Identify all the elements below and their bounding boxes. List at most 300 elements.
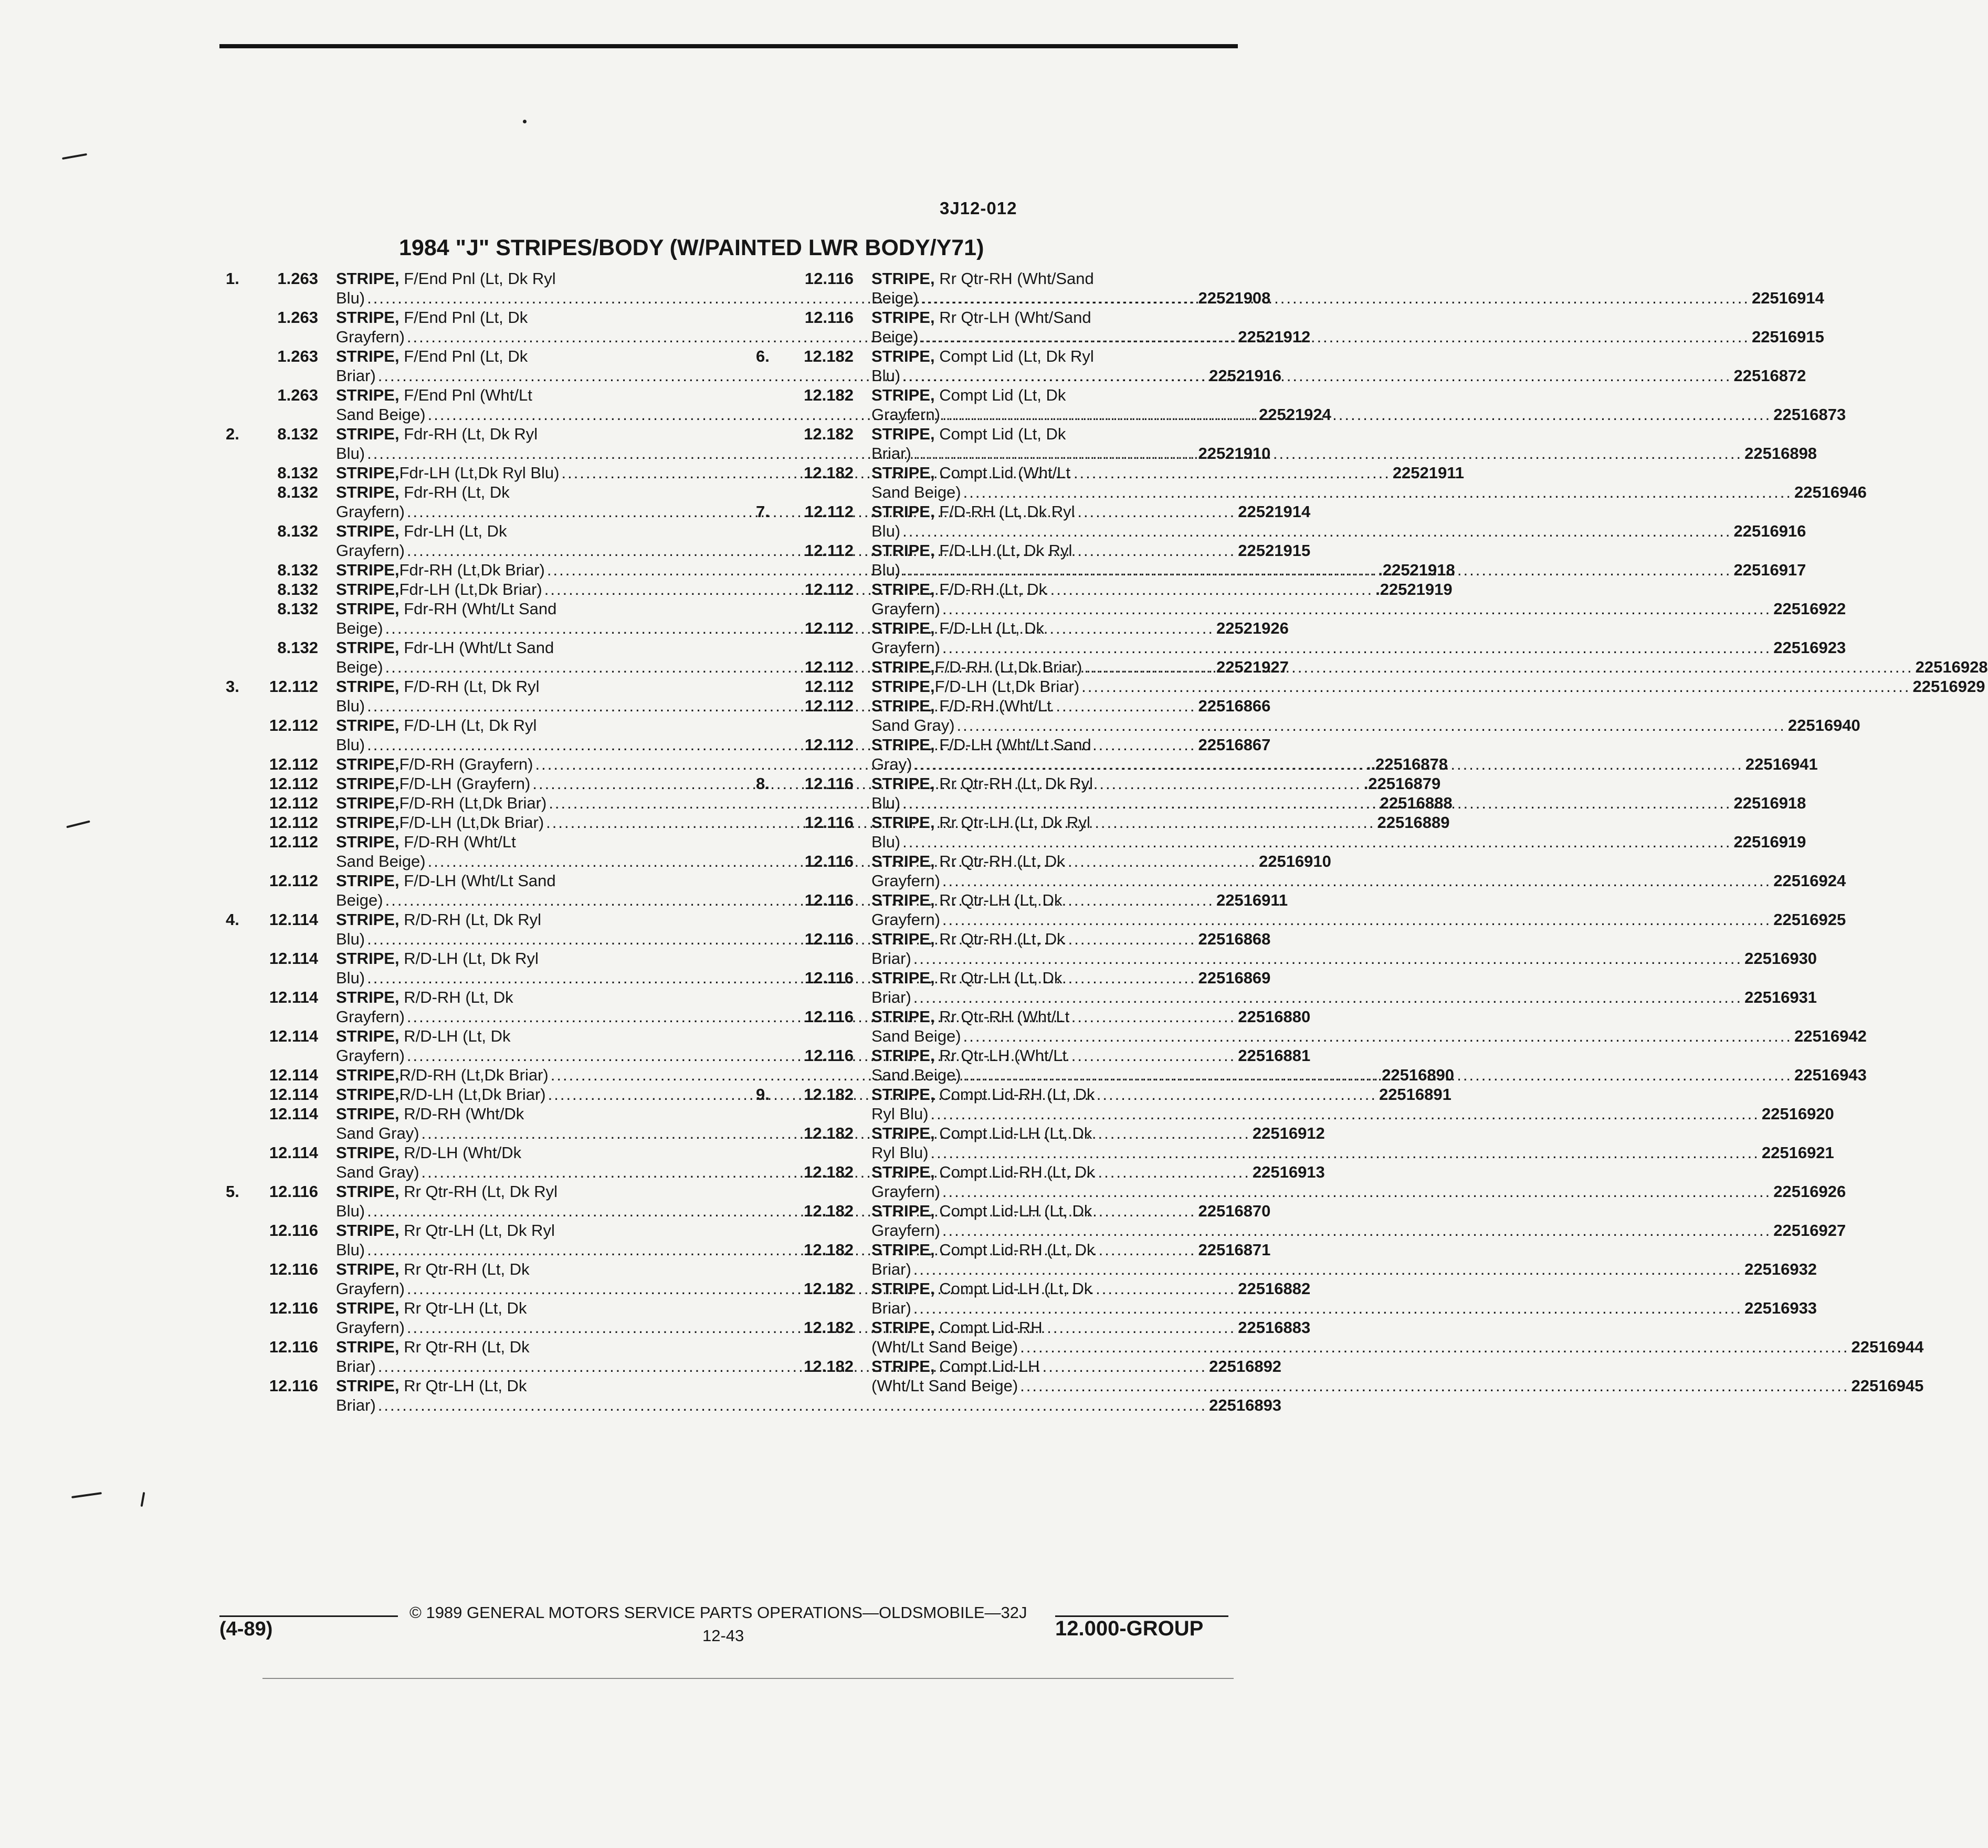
illustration-ref: 12.112 <box>269 813 318 832</box>
part-detail: F/D-RH (Lt, Dk Ryl <box>404 677 540 696</box>
part-detail-continued: Sand Gray) <box>871 716 955 734</box>
item-number <box>756 1007 793 1046</box>
part-description <box>871 346 1806 385</box>
description-line <box>871 696 1860 716</box>
part-description <box>871 696 1860 735</box>
part-detail-continued: Sand Beige) <box>871 483 961 501</box>
part-detail-continued: Blu) <box>336 736 365 754</box>
illustration-ref: 12.112 <box>269 794 318 812</box>
dot-leader <box>913 444 1742 463</box>
description-line <box>871 1318 1923 1337</box>
part-number: 22516915 <box>1751 328 1824 346</box>
illustration-ref: 1.263 <box>277 347 318 365</box>
part-detail-continued: (Wht/Lt Sand Beige) <box>871 1377 1018 1395</box>
illustration-ref: 8.132 <box>277 522 318 540</box>
part-description <box>871 1240 1817 1279</box>
part-description <box>871 929 1817 968</box>
illustration-ref: 8.132 <box>277 600 318 618</box>
part-name: STRIPE, <box>871 1163 935 1181</box>
item-number: 7. <box>756 502 770 521</box>
part-number: 22516945 <box>1851 1377 1924 1395</box>
part-detail: F/D-LH (Lt, Dk <box>939 619 1045 637</box>
part-detail: Rr Qtr-LH (Lt, Dk <box>404 1299 527 1317</box>
part-number: 22516930 <box>1744 949 1817 968</box>
dot-leader <box>902 832 1731 852</box>
item-number <box>226 716 262 754</box>
illustration-ref: 12.182 <box>804 1085 854 1104</box>
part-number: 22516943 <box>1794 1066 1867 1084</box>
dot-leader <box>902 793 1731 813</box>
part-detail-continued: Sand Gray) <box>336 1163 419 1181</box>
part-name: STRIPE, <box>336 483 399 501</box>
part-detail-continued: Ryl Blu) <box>871 1143 929 1162</box>
part-description <box>871 618 1846 657</box>
part-name: STRIPE, <box>336 1105 399 1123</box>
part-detail-continued: Grayfern) <box>871 1182 940 1201</box>
description-line <box>871 1240 1817 1259</box>
description-line <box>871 444 1817 463</box>
dot-leader <box>942 1182 1771 1201</box>
illustration-ref: 12.112 <box>269 755 318 773</box>
part-number: 22516921 <box>1761 1143 1834 1162</box>
part-detail-continued: Beige) <box>336 658 383 676</box>
part-name: STRIPE, <box>871 1007 935 1026</box>
part-detail: F/D-RH (Wht/Lt <box>404 833 516 851</box>
illustration-ref: 8.132 <box>277 638 318 657</box>
item-number <box>226 1026 262 1065</box>
part-detail: F/D-RH (Lt, Dk <box>939 580 1047 598</box>
illustration-ref: 12.182 <box>804 1124 854 1142</box>
part-number: 22516914 <box>1751 289 1824 307</box>
part-detail-continued: Grayfern) <box>336 1318 405 1337</box>
part-description <box>871 502 1806 541</box>
part-description <box>871 1124 1834 1162</box>
part-detail: Compt Lid-LH (Lt, Dk <box>939 1124 1092 1142</box>
part-description <box>871 269 1824 308</box>
dot-leader <box>942 910 1771 929</box>
part-detail: R/D-LH (Lt, Dk Ryl <box>404 949 539 968</box>
part-detail: Rr Qtr-LH (Lt, Dk Ryl <box>404 1221 555 1240</box>
binder-hole-mark <box>71 1492 102 1498</box>
bottom-rule <box>262 1678 1234 1679</box>
part-detail: Rr Qtr-RH (Lt, Dk <box>939 852 1065 870</box>
item-number <box>756 677 793 696</box>
part-number: 22516870 <box>1198 1202 1271 1220</box>
dot-leader <box>942 871 1771 890</box>
item-number: 1. <box>226 269 239 288</box>
illustration-ref: 12.112 <box>804 677 854 696</box>
part-detail: Rr Qtr-RH (Lt, Dk <box>939 930 1065 948</box>
part-detail-continued: Grayfern) <box>336 328 405 346</box>
part-number: 22516872 <box>1733 366 1806 385</box>
illustration-ref: 12.116 <box>269 1182 318 1201</box>
part-detail: F/D-LH (Lt, Dk Ryl <box>404 716 537 734</box>
part-detail: Rr Qtr-RH (Wht/Lt <box>939 1007 1070 1026</box>
item-number <box>756 968 793 1007</box>
illustration-ref: 8.132 <box>277 561 318 579</box>
description-line <box>871 1279 1817 1298</box>
part-name: STRIPE, <box>336 347 399 365</box>
part-number: 22516917 <box>1733 561 1806 579</box>
item-number <box>756 929 793 968</box>
illustration-ref: 12.112 <box>804 658 854 676</box>
part-name: STRIPE, <box>871 1124 935 1142</box>
illustration-ref: 12.182 <box>804 1202 854 1220</box>
part-number: 22516880 <box>1238 1007 1311 1026</box>
part-detail-continued: Gray) <box>871 755 912 773</box>
part-detail-continued: Beige) <box>871 328 919 346</box>
item-number <box>226 385 262 424</box>
part-number: ..22516878 <box>1366 755 1448 773</box>
top-rule <box>219 44 1238 48</box>
part-detail-continued: Blu) <box>336 930 365 948</box>
part-name: STRIPE, <box>336 464 399 482</box>
part-description <box>871 852 1846 890</box>
item-number <box>756 735 793 774</box>
part-name: STRIPE, <box>871 1318 935 1337</box>
part-name: STRIPE, <box>336 1377 399 1395</box>
illustration-ref: 12.182 <box>804 1279 854 1298</box>
part-detail: F/D-LH (Grayfern) <box>399 774 531 793</box>
item-number <box>226 482 262 521</box>
part-detail-continued: Grayfern) <box>336 502 405 521</box>
dot-leader <box>921 327 1750 346</box>
description-line <box>871 716 1860 735</box>
illustration-ref: 12.116 <box>269 1260 318 1278</box>
description-line <box>871 1376 1923 1395</box>
dot-leader <box>902 521 1731 541</box>
illustration-ref: 12.112 <box>804 580 854 598</box>
part-name: STRIPE, <box>871 697 935 715</box>
part-name: STRIPE, <box>871 541 935 560</box>
part-number: 22516942 <box>1794 1027 1867 1045</box>
part-name: STRIPE, <box>336 425 399 443</box>
part-name: STRIPE, <box>871 580 935 598</box>
part-detail: R/D-LH (Lt,Dk Briar) <box>399 1085 546 1104</box>
footer-copyright: © 1989 GENERAL MOTORS SERVICE PARTS OPERATIONS—OLDSMOBILE—32J <box>409 1603 1027 1622</box>
part-name: STRIPE, <box>871 969 935 987</box>
part-name: STRIPE, <box>336 833 399 851</box>
illustration-ref: 12.182 <box>804 1357 854 1376</box>
part-name: STRIPE, <box>871 774 935 793</box>
part-name: STRIPE, <box>871 1357 935 1376</box>
part-detail: F/End Pnl (Lt, Dk Ryl <box>404 269 556 288</box>
illustration-ref: 12.116 <box>804 969 854 987</box>
part-number: .22521919 <box>1375 580 1453 598</box>
part-detail: F/D-LH (Wht/Lt Sand <box>404 872 556 890</box>
item-number <box>226 308 262 346</box>
parts-list-item <box>756 269 1824 308</box>
part-name: STRIPE, <box>336 774 399 793</box>
part-detail-continued: Sand Beige) <box>871 1066 961 1084</box>
illustration-ref: 12.116 <box>804 774 854 793</box>
illustration-ref: 12.182 <box>804 1163 854 1181</box>
description-line <box>871 366 1806 385</box>
part-name: STRIPE, <box>871 658 935 676</box>
dot-leader <box>963 482 1792 502</box>
part-number: 22516889 <box>1377 813 1450 832</box>
part-detail-continued: Blu) <box>336 697 365 715</box>
description-line <box>871 288 1824 308</box>
item-number <box>226 813 262 832</box>
dot-leader <box>957 716 1786 735</box>
description-line <box>871 793 1806 813</box>
illustration-ref: 12.116 <box>804 930 854 948</box>
illustration-ref: 12.116 <box>804 269 854 288</box>
illustration-ref: 12.182 <box>804 425 854 443</box>
part-description <box>871 308 1824 346</box>
part-detail: Rr Qtr-LH (Wht/Lt <box>939 1046 1067 1065</box>
item-number <box>226 774 262 793</box>
part-number: 22516922 <box>1773 600 1846 618</box>
part-description <box>871 1201 1846 1240</box>
part-detail: Fdr-RH (Lt, Dk <box>404 483 510 501</box>
item-number <box>756 1240 793 1279</box>
illustration-ref: 8.132 <box>277 580 318 598</box>
description-line <box>871 346 1806 366</box>
parts-list-item <box>756 929 1817 968</box>
part-number: 22516868 <box>1198 930 1271 948</box>
part-detail: F/D-LH (Wht/Lt Sand <box>939 736 1091 754</box>
item-number: 3. <box>226 677 239 696</box>
item-number <box>226 1221 262 1259</box>
illustration-ref: 12.112 <box>804 697 854 715</box>
part-number: 22521910 <box>1198 444 1271 463</box>
item-number <box>756 308 793 346</box>
item-number <box>756 852 793 890</box>
part-detail-continued: Blu) <box>336 444 365 463</box>
part-detail: Compt Lid (Lt, Dk <box>939 425 1066 443</box>
part-number: 22516910 <box>1258 852 1331 870</box>
illustration-ref: 12.112 <box>804 541 854 560</box>
illustration-ref: 12.112 <box>269 872 318 890</box>
item-number <box>756 424 793 463</box>
part-detail: F/D-RH (Lt,Dk Briar) <box>399 794 547 812</box>
part-number: 22521908 <box>1198 289 1271 307</box>
part-description <box>871 541 1806 580</box>
part-number: 22516888 <box>1380 794 1453 812</box>
part-detail: Fdr-LH (Lt,Dk Briar) <box>399 580 542 598</box>
part-name: STRIPE, <box>336 677 399 696</box>
speck-mark <box>523 120 527 123</box>
illustration-ref: 12.114 <box>269 910 318 929</box>
parts-list-item <box>756 677 1985 696</box>
parts-list-item <box>756 657 1988 677</box>
item-number <box>756 1318 793 1357</box>
item-number <box>226 1376 262 1415</box>
part-detail: Rr Qtr-LH (Lt, Dk <box>939 969 1063 987</box>
binder-hole-mark <box>66 820 90 828</box>
illustration-ref: 12.112 <box>804 736 854 754</box>
part-detail: Rr Qtr-LH (Lt, Dk <box>404 1377 527 1395</box>
part-detail: F/End Pnl (Lt, Dk <box>404 308 528 327</box>
page-number: 12-43 <box>702 1626 744 1645</box>
item-number <box>226 599 262 638</box>
illustration-ref: 12.116 <box>269 1299 318 1317</box>
illustration-ref: 12.114 <box>269 988 318 1006</box>
part-name: STRIPE, <box>871 736 935 754</box>
parts-list-item <box>756 1240 1817 1279</box>
item-number <box>226 1337 262 1376</box>
description-line <box>871 1298 1817 1318</box>
part-detail-continued: Grayfern) <box>871 638 940 657</box>
item-number <box>756 657 793 677</box>
part-detail: Fdr-RH (Lt,Dk Briar) <box>399 561 545 579</box>
part-detail: Fdr-LH (Lt, Dk <box>404 522 507 540</box>
description-line <box>871 774 1806 793</box>
description-line <box>871 521 1806 541</box>
item-number <box>756 1357 793 1395</box>
revision-date: (4-89) <box>219 1618 273 1640</box>
illustration-ref: 12.116 <box>804 1046 854 1065</box>
item-number <box>226 1085 262 1104</box>
description-line <box>871 949 1817 968</box>
parts-list-item <box>756 1007 1867 1046</box>
part-number: 22521916 <box>1209 366 1282 385</box>
part-detail-continued: Grayfern) <box>871 600 940 618</box>
part-name: STRIPE, <box>336 1260 399 1278</box>
part-description <box>871 1318 1923 1357</box>
part-number: .22521918 <box>1378 561 1455 579</box>
parts-list-item <box>756 424 1817 463</box>
part-number: 22521927 <box>1216 658 1289 676</box>
description-line <box>871 968 1817 988</box>
binder-hole-mark <box>141 1492 145 1507</box>
part-name: STRIPE, <box>336 1299 399 1317</box>
description-line <box>871 657 1988 677</box>
part-name: STRIPE, <box>336 988 399 1006</box>
part-name: STRIPE, <box>336 522 399 540</box>
part-detail-continued: Ryl Blu) <box>871 1105 929 1123</box>
part-name: STRIPE, <box>871 425 935 443</box>
part-number: 22521914 <box>1238 502 1311 521</box>
page-code: 3J12-012 <box>940 198 1017 218</box>
dot-leader <box>963 1026 1792 1046</box>
part-name: STRIPE, <box>336 1221 399 1240</box>
dot-leader <box>1020 1337 1849 1357</box>
description-line <box>871 1026 1867 1046</box>
part-description <box>871 677 1985 696</box>
part-description <box>871 735 1818 774</box>
part-description <box>871 1357 1923 1395</box>
description-line <box>871 424 1817 444</box>
part-detail-continued: Briar) <box>336 366 376 385</box>
item-number <box>756 890 793 929</box>
part-description <box>871 774 1806 813</box>
part-detail-continued: Blu) <box>336 1241 365 1259</box>
part-detail: Fdr-RH (Wht/Lt Sand <box>404 600 557 618</box>
part-name: STRIPE, <box>871 930 935 948</box>
part-detail: Rr Qtr-RH (Wht/Sand <box>939 269 1094 288</box>
part-detail: Rr Qtr-LH (Lt, Dk <box>939 891 1063 909</box>
illustration-ref: 12.116 <box>269 1338 318 1356</box>
illustration-ref: 12.182 <box>804 1241 854 1259</box>
part-number: 22516933 <box>1744 1299 1817 1317</box>
part-name: STRIPE, <box>336 1143 399 1162</box>
illustration-ref: 12.116 <box>804 852 854 870</box>
dot-leader <box>1081 677 1910 696</box>
part-detail: R/D-RH (Lt, Dk Ryl <box>404 910 541 929</box>
part-name: STRIPE, <box>336 308 399 327</box>
illustration-ref: 12.182 <box>804 347 854 365</box>
part-detail-continued: Blu) <box>336 969 365 987</box>
illustration-ref: 12.182 <box>804 386 854 404</box>
part-description <box>871 968 1817 1007</box>
part-number: 22516883 <box>1238 1318 1311 1337</box>
illustration-ref: 12.112 <box>269 716 318 734</box>
dot-leader <box>378 1395 1207 1415</box>
part-number: 22516890 <box>1382 1066 1455 1084</box>
part-detail-continued: Briar) <box>336 1396 376 1414</box>
illustration-ref: 12.116 <box>269 1221 318 1240</box>
part-detail: Rr Qtr-RH (Lt, Dk Ryl <box>404 1182 558 1201</box>
item-number <box>226 988 262 1026</box>
part-detail: F/D-LH (Lt,Dk Briar) <box>399 813 544 832</box>
part-description <box>871 463 1867 502</box>
part-number: 22521915 <box>1238 541 1311 560</box>
parts-list-item <box>756 618 1846 657</box>
parts-list-item <box>756 1201 1846 1240</box>
parts-list-item <box>756 502 1806 541</box>
part-detail-continued: Grayfern) <box>336 541 405 560</box>
dot-leader <box>931 1104 1760 1124</box>
illustration-ref: 12.114 <box>269 949 318 968</box>
part-name: STRIPE, <box>336 1027 399 1045</box>
illustration-ref: 12.116 <box>804 891 854 909</box>
part-name: STRIPE, <box>871 677 935 696</box>
part-name: STRIPE, <box>336 1182 399 1201</box>
part-detail: Rr Qtr-RH (Lt, Dk <box>404 1338 530 1356</box>
parts-list-item <box>756 1318 1924 1357</box>
part-detail: F/D-RH (Lt,Dk Briar) <box>934 658 1082 676</box>
part-detail-continued: Grayfern) <box>871 872 940 890</box>
item-number <box>756 1124 793 1162</box>
dot-leader <box>942 405 1771 424</box>
item-number <box>226 1298 262 1337</box>
description-line <box>871 1182 1846 1201</box>
part-detail-continued: Grayfern) <box>336 1046 405 1065</box>
item-number <box>756 1046 793 1085</box>
item-number <box>756 813 793 852</box>
part-description <box>871 1279 1817 1318</box>
item-number: 5. <box>226 1182 239 1201</box>
part-detail-continued: Briar) <box>871 444 911 463</box>
dot-leader <box>942 599 1771 618</box>
description-line <box>871 871 1846 890</box>
part-name: STRIPE, <box>336 561 399 579</box>
part-detail: R/D-RH (Lt,Dk Briar) <box>399 1066 549 1084</box>
illustration-ref: 1.263 <box>277 308 318 327</box>
description-line <box>871 813 1806 832</box>
part-number: 22516929 <box>1912 677 1985 696</box>
part-detail-continued: Beige) <box>336 619 383 637</box>
part-name: STRIPE, <box>336 580 399 598</box>
description-line <box>871 638 1846 657</box>
illustration-ref: 12.182 <box>804 464 854 482</box>
part-number: 22516932 <box>1744 1260 1817 1278</box>
dot-leader <box>963 1065 1792 1085</box>
part-name: STRIPE, <box>336 910 399 929</box>
illustration-ref: 12.114 <box>269 1143 318 1162</box>
parts-list-item <box>756 890 1846 929</box>
binder-hole-mark <box>62 153 87 160</box>
part-detail: Compt Lid-RH (Lt, Dk <box>939 1163 1095 1181</box>
item-number <box>226 1065 262 1085</box>
part-number: 22521924 <box>1258 405 1331 424</box>
dot-leader <box>902 366 1731 385</box>
item-number <box>756 463 793 502</box>
part-name: STRIPE, <box>336 813 399 832</box>
